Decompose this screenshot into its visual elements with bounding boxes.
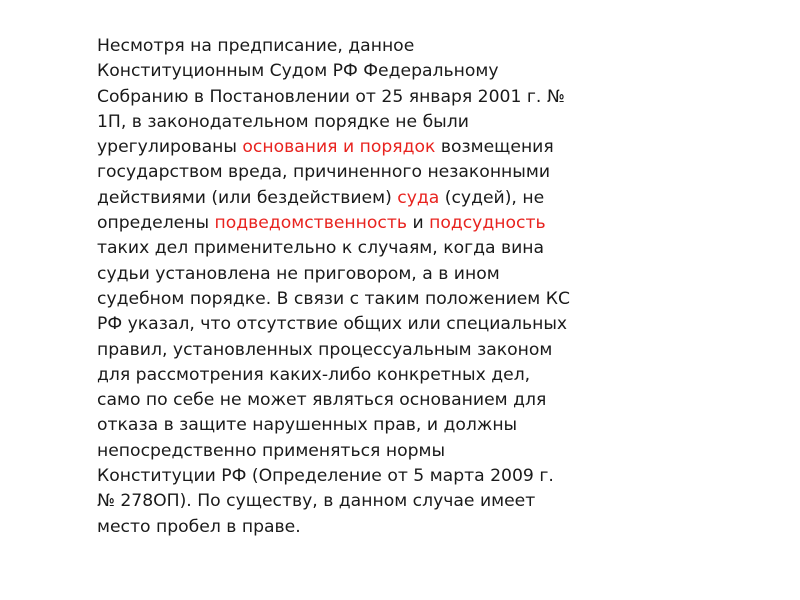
text-segment: отказа в защите нарушенных прав, и должны	[97, 415, 518, 436]
text-segment: № 278ОП). По существу, в данном случае имеет	[97, 491, 536, 512]
text-segment: место пробел в праве.	[97, 516, 301, 537]
text-line	[97, 464, 617, 489]
text-segment: Конституции РФ (Определение от 5 марта 2009 г.	[97, 466, 554, 487]
text-segment: само по себе не может являться основанием для	[97, 390, 547, 411]
highlighted-term: основания и порядок	[242, 137, 436, 158]
text-line	[97, 388, 617, 413]
text-segment: Конституционным Судом РФ Федеральному	[97, 61, 499, 82]
text-line	[97, 59, 617, 84]
text-line	[97, 363, 617, 388]
text-segment: урегулированы	[97, 137, 243, 158]
text-line	[97, 211, 617, 236]
text-line	[97, 413, 617, 438]
text-segment: для рассмотрения каких-либо конкретных дел,	[97, 364, 531, 385]
highlighted-term: суда	[397, 187, 440, 208]
text-line	[97, 85, 617, 110]
highlighted-term: подведомственность	[214, 213, 407, 234]
text-segment: таких дел применительно к случаям, когда вина	[97, 238, 545, 259]
text-segment: судьи установлена не приговором, а в ином	[97, 263, 500, 284]
highlighted-term: подсудность	[429, 213, 546, 234]
text-line	[97, 110, 617, 135]
text-segment: (судей), не	[439, 187, 545, 208]
text-line	[97, 160, 617, 185]
body-text	[97, 34, 617, 540]
text-segment: судебном порядке. В связи с таким положением КС	[97, 288, 570, 309]
text-line	[97, 135, 617, 160]
text-line	[97, 338, 617, 363]
text-line	[97, 515, 617, 540]
text-segment: 1П, в законодательном порядке не были	[97, 111, 469, 132]
text-segment: определены	[97, 213, 215, 234]
text-line	[97, 287, 617, 312]
text-line	[97, 236, 617, 261]
text-segment: непосредственно применяться нормы	[97, 440, 446, 461]
text-segment: правил, установленных процессуальным законом	[97, 339, 553, 360]
text-line	[97, 489, 617, 514]
text-line	[97, 262, 617, 287]
text-line	[97, 34, 617, 59]
text-segment: действиями (или бездействием)	[97, 187, 398, 208]
text-segment: возмещения	[435, 137, 554, 158]
text-line	[97, 312, 617, 337]
text-segment: государством вреда, причиненного незаконными	[97, 162, 551, 183]
text-segment: Собранию в Постановлении от 25 января 2001 г. №	[97, 86, 565, 107]
text-line	[97, 186, 617, 211]
text-segment: Несмотря на предписание, данное	[97, 36, 415, 56]
text-segment: и	[406, 213, 430, 234]
text-line	[97, 439, 617, 464]
text-segment: РФ указал, что отсутствие общих или специальных	[97, 314, 568, 335]
